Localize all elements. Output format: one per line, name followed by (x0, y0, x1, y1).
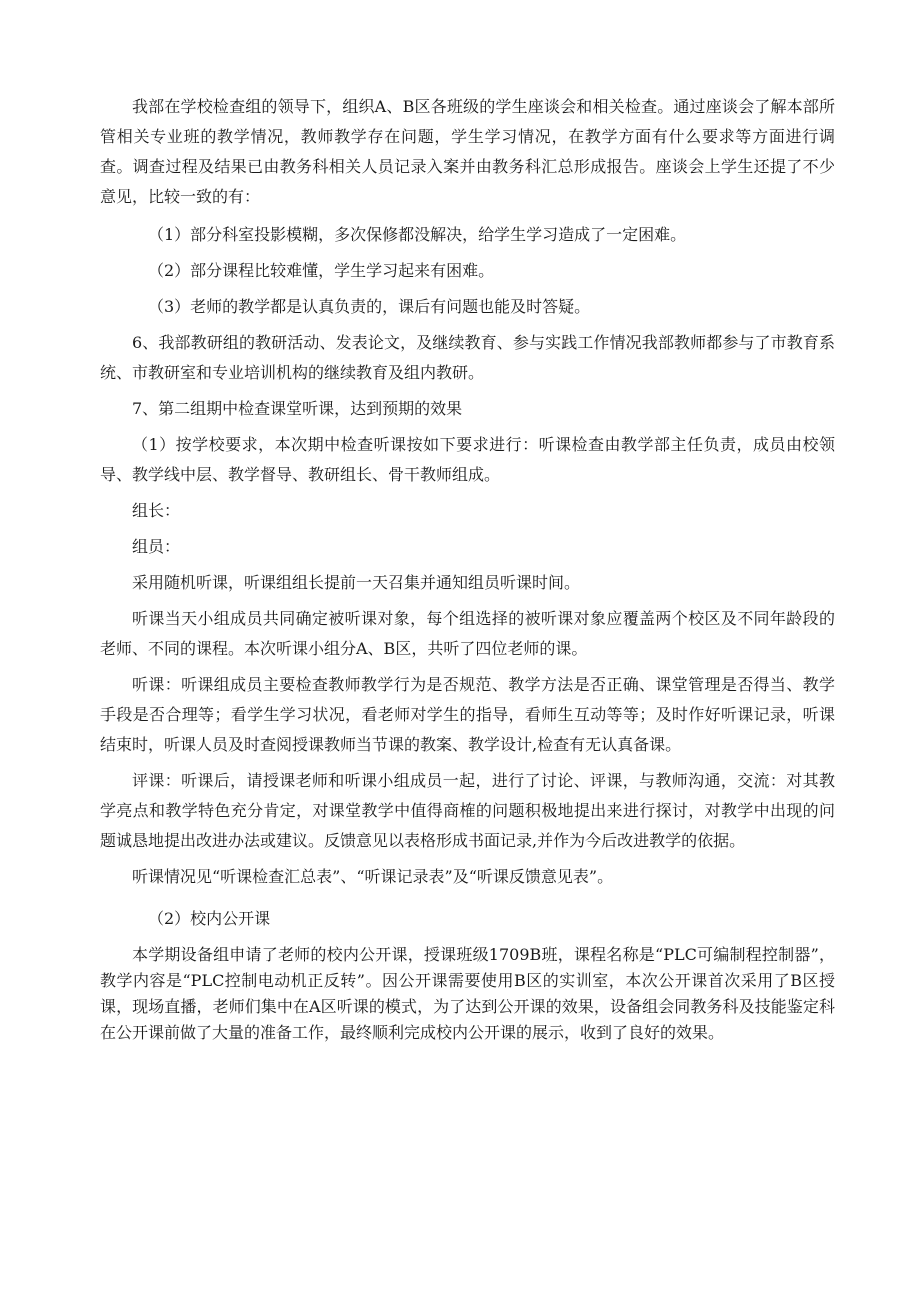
paragraph-item-2: （2）部分课程比较难懂，学生学习起来有困难。 (148, 261, 495, 280)
paragraph-item-1: （1）部分科室投影模糊，多次保修都没解决，给学生学习造成了一定困难。 (148, 225, 687, 244)
paragraph-listening-day: 听课当天小组成员共同确定被听课对象，每个组选择的被听课对象应覆盖两个校区及不同年龄段的老师、不同的课程。本次听课小组分A、B区，共听了四位老师的课。 (100, 609, 835, 658)
paragraph-group-leader: 组长： (132, 501, 181, 520)
paragraph-requirements: （1）按学校要求，本次期中检查听课按如下要求进行：听课检查由教学部主任负责，成员由校领导、教学线中层、教学督导、教研组长、骨干教师组成。 (100, 435, 835, 484)
paragraph-intro: 我部在学校检查组的领导下，组织A、B区各班级的学生座谈会和相关检查。通过座谈会了解本部所管相关专业班的教学情况，教师教学存在问题，学生学习情况，在教学方面有什么要求等方面进行调查。调查过程及结果已由教务科相关人员记录入案并由教务科汇总形成报告。座谈会上学生还提了不少意见，比较一致的有： (100, 97, 835, 206)
paragraph-group-members: 组员： (132, 537, 181, 556)
paragraph-item-3: （3）老师的教学都是认真负责的，课后有问题也能及时答疑。 (148, 297, 591, 316)
document-body (100, 92, 835, 1052)
paragraph-random-listening: 采用随机听课，听课组组长提前一天召集并通知组员听课时间。 (132, 573, 581, 592)
paragraph-listening-summary: 听课情况见“听课检查汇总表”、“听课记录表”及“听课反馈意见表”。 (132, 867, 614, 886)
paragraph-section-6: 6、我部教研组的教研活动、发表论文，及继续教育、参与实践工作情况我部教师都参与了市教育系统、市教研室和专业培训机构的继续教育及组内教研。 (100, 333, 835, 382)
paragraph-evaluation: 评课：听课后，请授课老师和听课小组成员一起，进行了讨论、评课，与教师沟通，交流：对其教学亮点和教学特色充分肯定，对课堂教学中值得商榷的问题积极地提出来进行探讨，对教学中出现的问题诚恳地提出改进办法或建议。反馈意见以表格形成书面记录,并作为今后改进教学的依据。 (100, 771, 835, 850)
paragraph-listening: 听课：听课组成员主要检查教师教学行为是否规范、教学方法是否正确、课堂管理是否得当、教学手段是否合理等；看学生学习状况，看老师对学生的指导，看师生互动等等；及时作好听课记录，听课结束时，听课人员及时查阅授课教师当节课的教案、教学设计,检查有无认真备课。 (100, 675, 835, 754)
paragraph-open-class: 本学期设备组申请了老师的校内公开课，授课班级1709B班，课程名称是“PLC可编制程控制器”，教学内容是“PLC控制电动机正反转”。因公开课需要使用B区的实训室，本次公开课首次采用了B区授课，现场直播，老师们集中在A区听课的模式，为了达到公开课的效果，设备组会同教务科及技能鉴定科在公开课前做了大量的准备工作，最终顺利完成校内公开课的展示，收到了良好的效果。 (100, 945, 835, 1042)
paragraph-section-7: 7、第二组期中检查课堂听课，达到预期的效果 (132, 399, 463, 418)
paragraph-open-class-heading: （2）校内公开课 (148, 909, 271, 928)
